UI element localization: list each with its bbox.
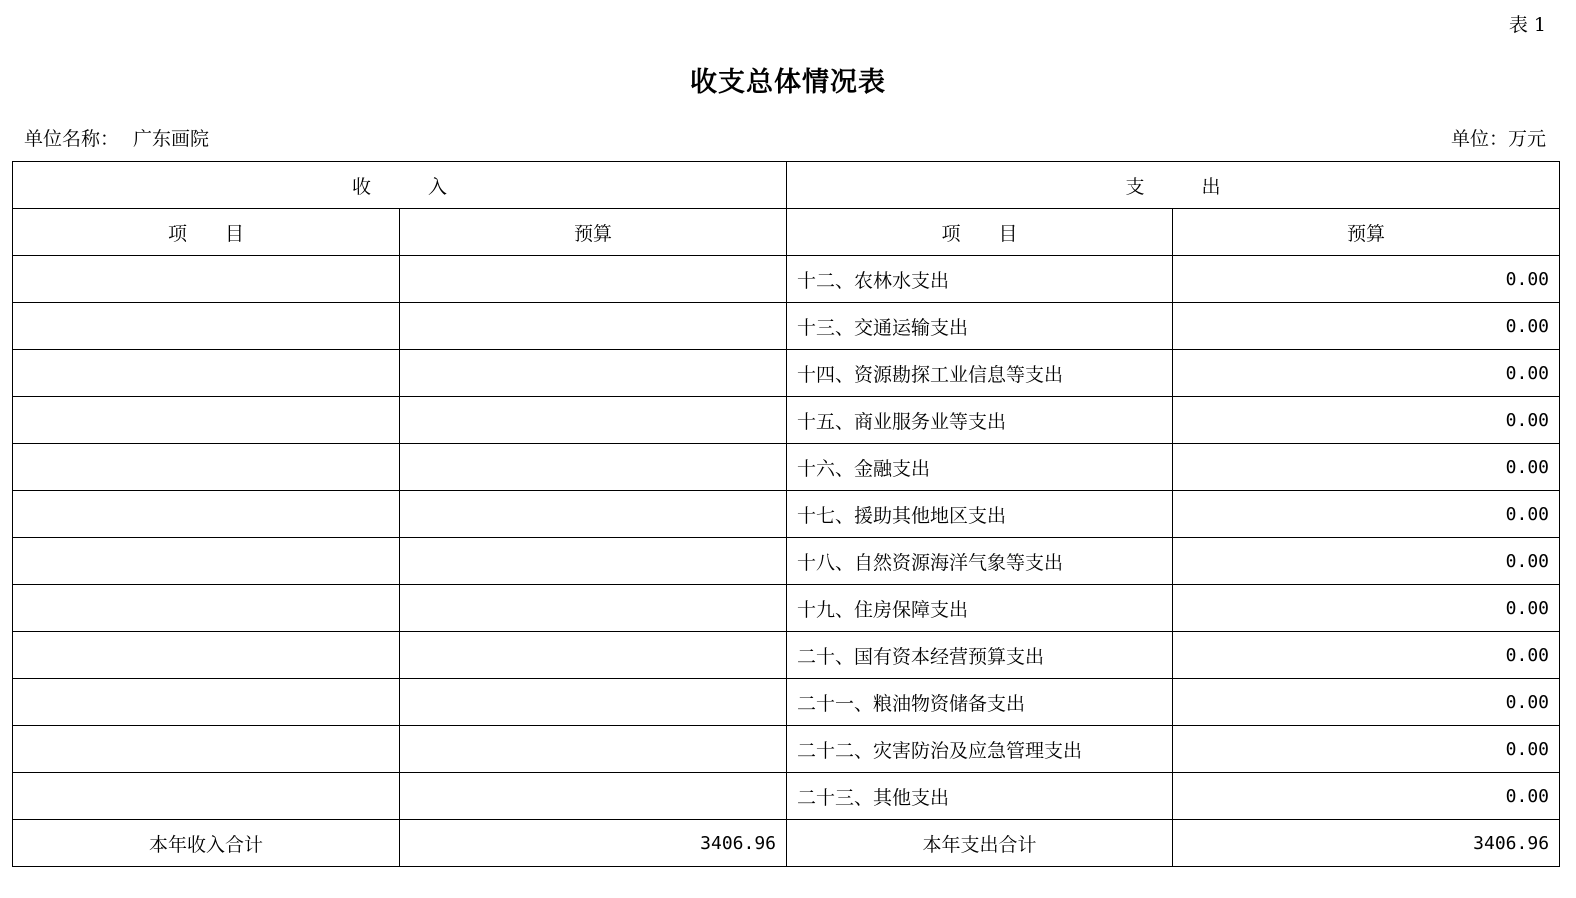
expense-budget-cell: 0.00 [1173, 538, 1560, 585]
table-row [13, 397, 1560, 444]
expense-budget-cell: 0.00 [1173, 350, 1560, 397]
expense-budget-cell: 0.00 [1173, 585, 1560, 632]
expense-item-cell: 二十一、粮油物资储备支出 [787, 679, 1173, 726]
income-item-cell [13, 773, 400, 820]
table-row [13, 538, 1560, 585]
budget-table [12, 161, 1560, 867]
table-row [13, 726, 1560, 773]
expense-item-cell: 二十二、灾害防治及应急管理支出 [787, 726, 1173, 773]
unit-name-label: 单位名称： [24, 128, 120, 150]
expense-item-cell: 十三、交通运输支出 [787, 303, 1173, 350]
table-number: 表 1 [1508, 14, 1546, 36]
expense-item-cell: 十五、商业服务业等支出 [787, 397, 1173, 444]
table-row [13, 679, 1560, 726]
expense-item-cell: 十二、农林水支出 [787, 256, 1173, 303]
income-item-cell [13, 397, 400, 444]
table-row [13, 491, 1560, 538]
income-budget-cell [400, 632, 787, 679]
income-total-value: 3406.96 [400, 820, 787, 867]
income-budget-cell [400, 538, 787, 585]
table-row [13, 585, 1560, 632]
expense-item-cell: 十四、资源勘探工业信息等支出 [787, 350, 1173, 397]
expense-budget-cell: 0.00 [1173, 397, 1560, 444]
expense-budget-cell: 0.00 [1173, 679, 1560, 726]
income-item-cell [13, 632, 400, 679]
expense-item-header: 项 目 [787, 209, 1173, 256]
income-item-cell [13, 491, 400, 538]
unit-name-value: 广东画院 [133, 128, 210, 150]
income-budget-cell [400, 726, 787, 773]
expense-total-value: 3406.96 [1173, 820, 1560, 867]
table-row [13, 632, 1560, 679]
page-title: 收支总体情况表 [690, 67, 886, 98]
expense-item-cell: 二十三、其他支出 [787, 773, 1173, 820]
table-row [13, 256, 1560, 303]
income-item-cell [13, 679, 400, 726]
column-header-row [13, 209, 1560, 256]
table-row [13, 350, 1560, 397]
income-budget-cell [400, 397, 787, 444]
income-item-cell [13, 256, 400, 303]
income-item-cell [13, 444, 400, 491]
currency-unit: 单位：万元 [1450, 128, 1546, 150]
income-budget-cell [400, 679, 787, 726]
income-item-cell [13, 585, 400, 632]
expense-budget-cell: 0.00 [1173, 773, 1560, 820]
income-budget-cell [400, 350, 787, 397]
expense-total-label: 本年支出合计 [787, 820, 1173, 867]
income-item-cell [13, 350, 400, 397]
section-header-row [13, 162, 1560, 209]
expense-item-cell: 十六、金融支出 [787, 444, 1173, 491]
income-budget-cell [400, 491, 787, 538]
expense-item-cell: 十七、援助其他地区支出 [787, 491, 1173, 538]
expense-item-cell: 十九、住房保障支出 [787, 585, 1173, 632]
expense-budget-cell: 0.00 [1173, 444, 1560, 491]
income-budget-cell [400, 256, 787, 303]
table-row [13, 303, 1560, 350]
expense-budget-cell: 0.00 [1173, 726, 1560, 773]
income-item-cell [13, 538, 400, 585]
table-row [13, 444, 1560, 491]
income-budget-cell [400, 303, 787, 350]
unit-name-block [24, 124, 209, 151]
expense-item-cell: 十八、自然资源海洋气象等支出 [787, 538, 1173, 585]
income-budget-cell [400, 444, 787, 491]
income-budget-cell [400, 773, 787, 820]
expense-section-header: 支 出 [787, 162, 1560, 209]
income-item-header: 项 目 [13, 209, 400, 256]
income-item-cell [13, 726, 400, 773]
totals-row [13, 820, 1560, 867]
income-section-header: 收 入 [13, 162, 787, 209]
expense-budget-cell: 0.00 [1173, 303, 1560, 350]
expense-budget-cell: 0.00 [1173, 632, 1560, 679]
expense-item-cell: 二十、国有资本经营预算支出 [787, 632, 1173, 679]
table-row [13, 773, 1560, 820]
expense-budget-cell: 0.00 [1173, 491, 1560, 538]
income-total-label: 本年收入合计 [13, 820, 400, 867]
income-budget-cell [400, 585, 787, 632]
expense-budget-cell: 0.00 [1173, 256, 1560, 303]
income-item-cell [13, 303, 400, 350]
income-budget-header: 预算 [400, 209, 787, 256]
expense-budget-header: 预算 [1173, 209, 1560, 256]
